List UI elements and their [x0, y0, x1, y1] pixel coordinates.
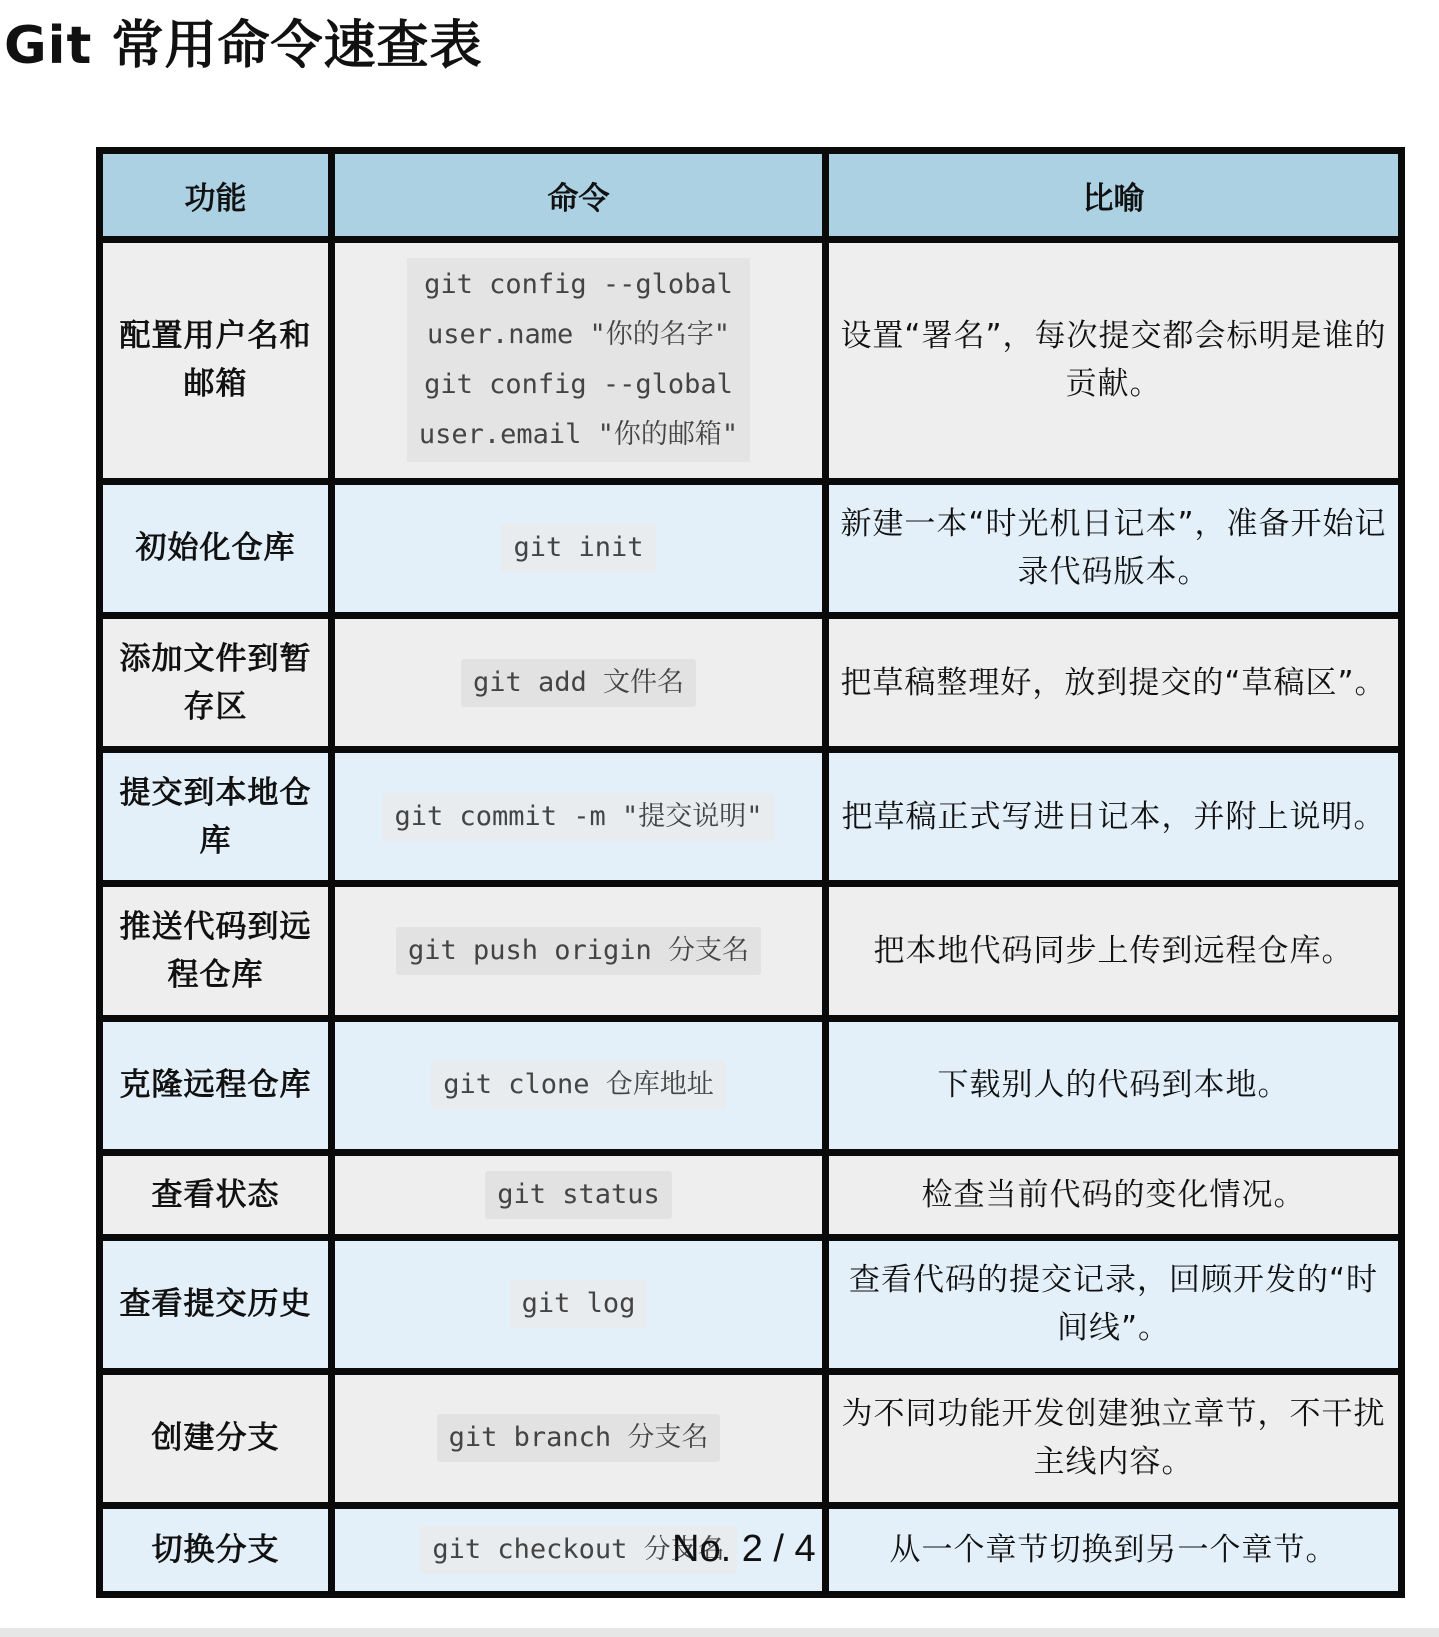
metaphor-cell: 从一个章节切换到另一个章节。	[826, 1506, 1402, 1595]
header-metaphor: 比喻	[826, 151, 1402, 240]
command-code: git init	[501, 524, 655, 572]
command-line: git config --global	[424, 269, 733, 301]
command-cell	[332, 1237, 826, 1371]
table-row	[100, 1371, 1402, 1505]
command-code: git push origin 分支名	[396, 927, 761, 975]
table-row	[100, 240, 1402, 482]
command-cell	[332, 884, 826, 1018]
cheat-sheet-table	[96, 147, 1405, 1598]
command-code: git log	[510, 1280, 648, 1328]
function-cell: 提交到本地仓库	[100, 750, 332, 884]
command-cell	[332, 1371, 826, 1505]
metaphor-cell: 把草稿整理好，放到提交的“草稿区”。	[826, 615, 1402, 749]
table-row	[100, 615, 1402, 749]
table-row	[100, 481, 1402, 615]
page-number: No. 2 / 4	[672, 1528, 816, 1570]
function-cell: 查看提交历史	[100, 1237, 332, 1371]
command-code: git add 文件名	[461, 659, 696, 707]
command-code: git branch 分支名	[437, 1414, 721, 1462]
function-cell: 克隆远程仓库	[100, 1018, 332, 1152]
command-cell	[332, 615, 826, 749]
table-row	[100, 1237, 1402, 1371]
table-row	[100, 884, 1402, 1018]
metaphor-cell: 查看代码的提交记录，回顾开发的“时间线”。	[826, 1237, 1402, 1371]
table-row	[100, 1152, 1402, 1237]
metaphor-cell: 为不同功能开发创建独立章节，不干扰主线内容。	[826, 1371, 1402, 1505]
function-cell: 切换分支	[100, 1506, 332, 1595]
function-cell: 创建分支	[100, 1371, 332, 1505]
function-cell: 配置用户名和邮箱	[100, 240, 332, 482]
page-title: Git 常用命令速查表	[4, 16, 483, 76]
metaphor-cell: 把本地代码同步上传到远程仓库。	[826, 884, 1402, 1018]
header-command: 命令	[332, 151, 826, 240]
metaphor-cell: 下载别人的代码到本地。	[826, 1018, 1402, 1152]
command-code: git clone 仓库地址	[431, 1061, 726, 1109]
command-code: git checkout 分支名	[420, 1526, 736, 1574]
metaphor-cell: 新建一本“时光机日记本”，准备开始记录代码版本。	[826, 481, 1402, 615]
header-function: 功能	[100, 151, 332, 240]
metaphor-cell: 把草稿正式写进日记本，并附上说明。	[826, 750, 1402, 884]
command-code: git status	[485, 1171, 672, 1219]
command-cell	[332, 481, 826, 615]
table-header-row	[100, 151, 1402, 240]
command-line: user.name "你的名字"	[426, 319, 731, 351]
bottom-divider	[0, 1628, 1439, 1637]
function-cell: 添加文件到暂存区	[100, 615, 332, 749]
command-cell	[332, 1152, 826, 1237]
command-cell	[332, 750, 826, 884]
command-cell	[332, 1018, 826, 1152]
command-cell	[332, 240, 826, 482]
table-row	[100, 1018, 1402, 1152]
function-cell: 推送代码到远程仓库	[100, 884, 332, 1018]
command-code: git commit -m "提交说明"	[382, 793, 774, 841]
function-cell: 初始化仓库	[100, 481, 332, 615]
code-block	[407, 258, 750, 462]
table-row	[100, 750, 1402, 884]
metaphor-cell: 检查当前代码的变化情况。	[826, 1152, 1402, 1237]
command-line: user.email "你的邮箱"	[418, 419, 739, 451]
metaphor-cell: 设置“署名”，每次提交都会标明是谁的贡献。	[826, 240, 1402, 482]
function-cell: 查看状态	[100, 1152, 332, 1237]
command-line: git config --global	[424, 369, 733, 401]
